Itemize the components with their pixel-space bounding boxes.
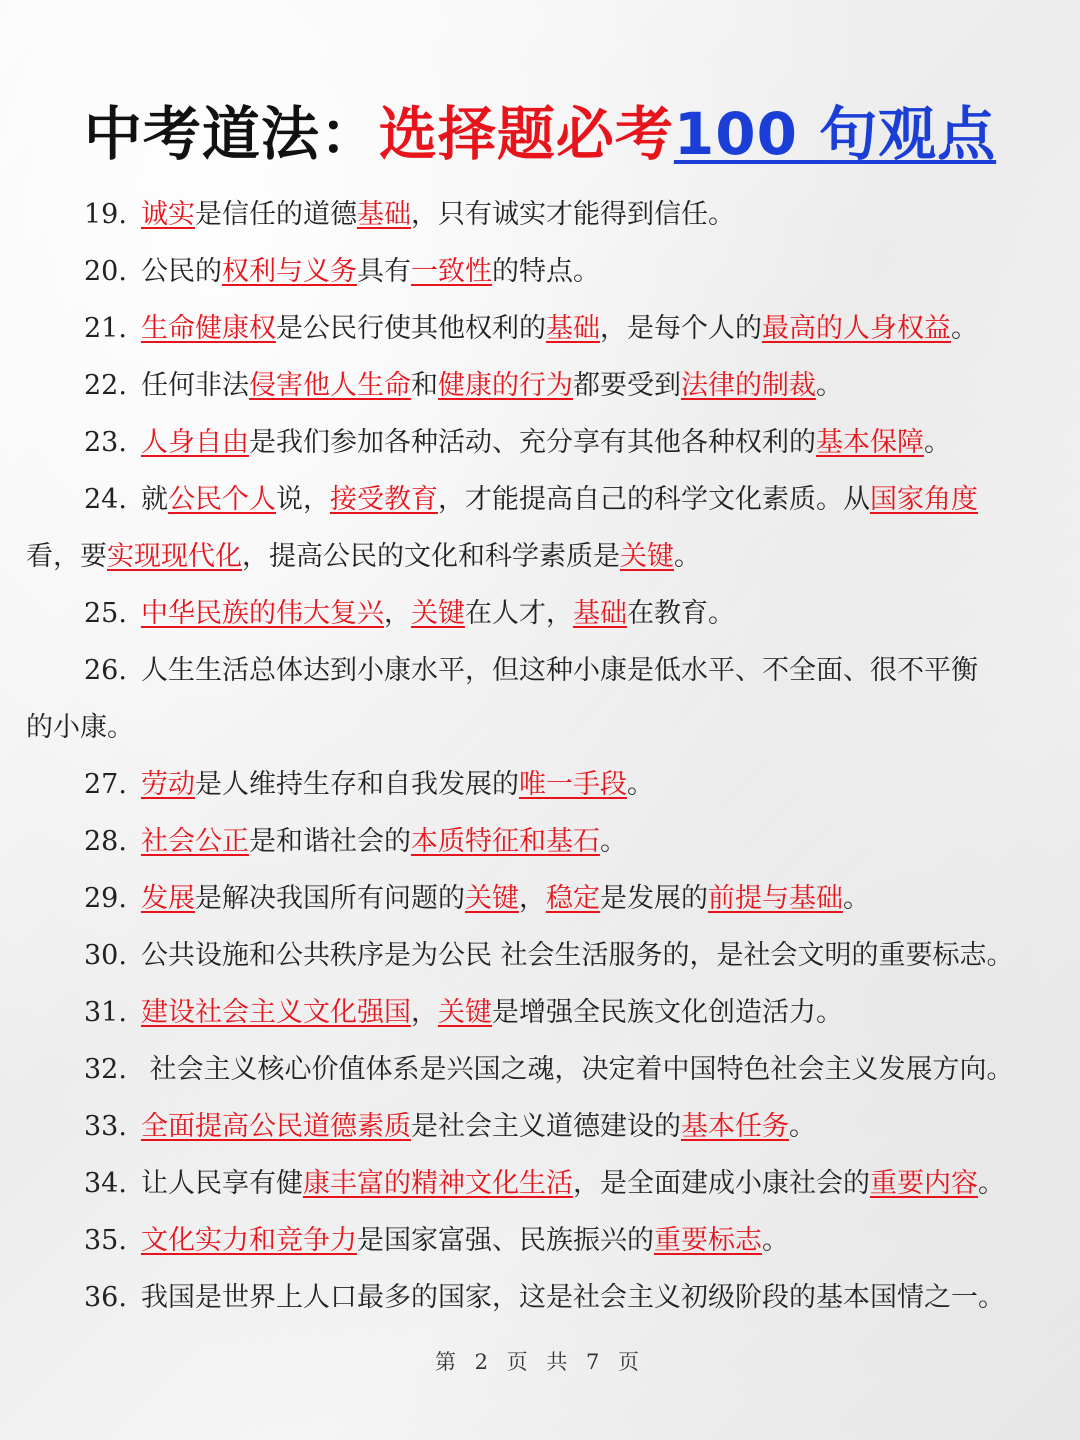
title-part-black: 中考道法： (83, 100, 379, 168)
statement-number: 25. (84, 598, 127, 629)
statement-text: 人生生活总体达到小康水平，但这种小康是低水平、不全面、很不平衡 (140, 655, 978, 686)
statement-text: 。 (626, 769, 654, 800)
keyword-highlight: 基础 (572, 598, 627, 629)
statement-text: 。 (761, 1225, 789, 1256)
statement-text: 。 (788, 1111, 816, 1142)
statement-text: 公共设施和公共秩序是为公民 社会生活服务的，是社会文明的重要标志。 (140, 940, 1014, 971)
statement-text: 就 (140, 484, 168, 515)
statement-text: 的小康。 (26, 712, 134, 743)
keyword-highlight: 关键 (437, 997, 492, 1028)
statement-number: 29. (84, 883, 127, 914)
keyword-highlight: 关键 (620, 541, 674, 572)
keyword-highlight: 侵害他人生命 (248, 370, 411, 401)
keyword-highlight: 重要内容 (869, 1168, 978, 1199)
statement-text: 是和谐社会的 (248, 826, 411, 857)
statement-number: 27. (84, 769, 127, 800)
keyword-highlight: 关键 (464, 883, 519, 914)
keyword-highlight: 最高的人身权益 (761, 313, 951, 344)
statement-text: 是人维持生存和自我发展的 (194, 769, 519, 800)
statement-text: 。 (842, 883, 870, 914)
keyword-highlight: 实现现代化 (107, 541, 242, 572)
statement-number: 26. (84, 655, 127, 686)
statement-text: 。 (815, 370, 843, 401)
keyword-highlight: 接受教育 (329, 484, 438, 515)
statement-number: 28. (84, 826, 127, 857)
statement-number: 34. (84, 1168, 127, 1199)
statement-number: 21. (84, 313, 127, 344)
statement-number: 20. (84, 256, 127, 287)
keyword-highlight: 诚实 (140, 199, 195, 230)
statement-text: ，才能提高自己的科学文化素质。从 (437, 484, 870, 515)
statement-item (26, 813, 1056, 870)
statement-item (26, 243, 1056, 300)
keyword-highlight: 关键 (410, 598, 465, 629)
statement-number: 31. (84, 997, 127, 1028)
statement-text: 。 (977, 1168, 1005, 1199)
keyword-highlight: 发展 (140, 883, 195, 914)
statement-text: ， (410, 997, 438, 1028)
statement-text: 让人民享有健 (140, 1168, 303, 1199)
keyword-highlight: 公民个人 (167, 484, 276, 515)
statement-number: 19. (84, 199, 127, 230)
title-part-red: 选择题必考 (378, 100, 674, 168)
keyword-highlight: 健康的行为 (437, 370, 573, 401)
statement-text: 公民的 (140, 256, 222, 287)
statement-text: 具有 (356, 256, 411, 287)
statement-item (26, 870, 1056, 927)
keyword-highlight: 劳动 (140, 769, 195, 800)
keyword-highlight: 基本保障 (815, 427, 924, 458)
statement-text: 是公民行使其他权利的 (275, 313, 546, 344)
page-title (0, 92, 1080, 176)
keyword-highlight: 重要标志 (653, 1225, 762, 1256)
statement-text: 在教育。 (626, 598, 735, 629)
statement-text: 。 (950, 313, 978, 344)
keyword-highlight: 基础 (356, 199, 411, 230)
statement-item (26, 1212, 1056, 1269)
keyword-highlight: 建设社会主义文化强国 (140, 997, 411, 1028)
statement-text: 是发展的 (599, 883, 708, 914)
title-part-blue: 100 句观点 (673, 100, 997, 168)
statement-item (26, 1098, 1056, 1155)
statement-text: 是增强全民族文化创造活力。 (491, 997, 843, 1028)
statement-number: 22. (84, 370, 127, 401)
keyword-highlight: 康丰富的精神文化生活 (302, 1168, 573, 1199)
page-footer: 第 2 页 共 7 页 (434, 1350, 646, 1374)
statement-item (26, 300, 1056, 357)
statement-text: ，是每个人的 (599, 313, 762, 344)
statement-text: 看，要 (26, 541, 107, 572)
statement-item (26, 984, 1056, 1041)
statement-text: 是我们参加各种活动、充分享有其他各种权利的 (248, 427, 816, 458)
statement-number: 35. (84, 1225, 127, 1256)
statement-item (26, 471, 1056, 585)
statement-number: 36. (84, 1282, 127, 1313)
statement-item (26, 414, 1056, 471)
keyword-highlight: 全面提高公民道德素质 (140, 1111, 411, 1142)
keyword-highlight: 基础 (545, 313, 600, 344)
statement-text: 说， (275, 484, 330, 515)
statement-number: 30. (84, 940, 127, 971)
statement-text: 是解决我国所有问题的 (194, 883, 465, 914)
statement-text: 在人才， (464, 598, 573, 629)
statement-item (26, 357, 1056, 414)
keyword-highlight: 文化实力和竞争力 (140, 1225, 357, 1256)
statement-text: 都要受到 (572, 370, 681, 401)
keyword-highlight: 唯一手段 (518, 769, 627, 800)
statement-text: 是国家富强、民族振兴的 (356, 1225, 654, 1256)
keyword-highlight: 稳定 (545, 883, 600, 914)
statement-item (26, 642, 1056, 756)
statement-item (26, 585, 1056, 642)
statement-text: 。 (599, 826, 627, 857)
statement-text: 是信任的道德 (194, 199, 357, 230)
statement-number: 24. (84, 484, 127, 515)
statement-item (26, 1269, 1056, 1326)
statement-text: 。 (674, 541, 701, 572)
keyword-highlight: 国家角度 (869, 484, 978, 515)
statement-text: ， (383, 598, 411, 629)
keyword-highlight: 前提与基础 (707, 883, 843, 914)
statement-text: ，提高公民的文化和科学素质是 (242, 541, 620, 572)
keyword-highlight: 生命健康权 (140, 313, 276, 344)
statement-text: ，是全面建成小康社会的 (572, 1168, 870, 1199)
statement-item (26, 1155, 1056, 1212)
statement-item (26, 1041, 1056, 1098)
keyword-highlight: 本质特征和基石 (410, 826, 600, 857)
keyword-highlight: 基本任务 (680, 1111, 789, 1142)
statement-item (26, 927, 1056, 984)
keyword-highlight: 权利与义务 (221, 256, 357, 287)
statement-text: 社会主义核心价值体系是兴国之魂，决定着中国特色社会主义发展方向。 (140, 1054, 1014, 1085)
keyword-highlight: 法律的制裁 (680, 370, 816, 401)
statement-number: 33. (84, 1111, 127, 1142)
statement-text: 是社会主义道德建设的 (410, 1111, 681, 1142)
statement-text: ，只有诚实才能得到信任。 (410, 199, 735, 230)
statement-text: 任何非法 (140, 370, 249, 401)
keyword-highlight: 人身自由 (140, 427, 249, 458)
statement-item (26, 756, 1056, 813)
keyword-highlight: 一致性 (410, 256, 492, 287)
statement-text: ， (518, 883, 546, 914)
keyword-highlight: 社会公正 (140, 826, 249, 857)
statement-item (26, 186, 1056, 243)
statement-text: 。 (923, 427, 951, 458)
statement-number: 23. (84, 427, 127, 458)
statement-text: 我国是世界上人口最多的国家，这是社会主义初级阶段的基本国情之一。 (140, 1282, 1005, 1313)
statement-number: 32. (84, 1054, 127, 1085)
statement-text: 和 (410, 370, 438, 401)
keyword-highlight: 中华民族的伟大复兴 (140, 598, 384, 629)
statement-text: 的特点。 (491, 256, 600, 287)
